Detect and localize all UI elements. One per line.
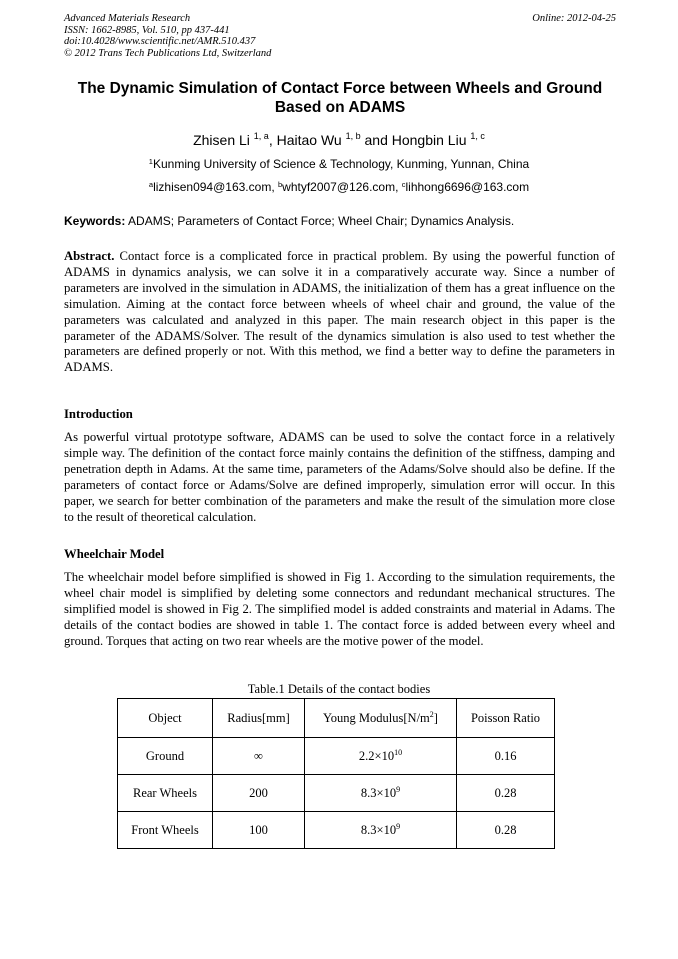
copyright-line: © 2012 Trans Tech Publications Ltd, Switzerland [64,47,272,59]
header-cell-poisson: Poisson Ratio [457,699,555,738]
modulus-exponent: 9 [396,784,401,794]
author-separator: and [360,132,392,148]
cell-radius: 200 [213,775,305,812]
header-cell-radius: Radius[mm] [213,699,305,738]
modulus-mantissa: 8.3×10 [360,822,397,837]
cell-object: Ground [118,738,213,775]
title-line-2: Based on ADAMS [274,99,406,116]
affiliation-text: Kunming University of Science & Technology, Kunming, Yunnan, China [152,157,530,171]
author-affiliation-mark: 1, a [253,131,269,141]
keywords [64,214,624,229]
author-name: Zhisen Li [193,132,250,148]
email-separator: , [395,180,402,194]
email-mark: c [401,180,406,189]
abstract-text: Contact force is a complicated force in practical problem. By using the powerful function of ADAMS in dynamics analysis, we can solve it in a comparatively accurate way. Since a number of parameters are involved in the simulation in ADAMS, the initialization of them has a great influence on the simulation. Aiming at the contact force between wheels of wheel chair and ground, the value of the parameters was calculated and analyzed in this paper. The main research object in this paper is the parameter of the ADAMS/Solver. The result of the dynamics simulation is also used to test whether the parameters are defined properly or not. With this method, we find a better way to define the parameters in ADAMS. [64,249,615,375]
cell-radius: 100 [213,812,305,849]
author-list [0,131,678,149]
modulus-header-text: Young Modulus[N/m [323,710,430,725]
email-mark: b [277,180,283,189]
modulus-exponent: 9 [396,821,401,831]
keywords-text: ADAMS; Parameters of Contact Force; Wheel Chair; Dynamics Analysis. [125,214,515,228]
introduction-paragraph: As powerful virtual prototype software, ADAMS can be used to solve the contact force in a relatively simple way. The definition of the contact force mainly contains the definition of the stiffness, damping and penetration depth in Adams. At the same time, parameters of the Adams/Solve should also be define. If the parameters of contact force or Adams/Solve are defined improperly, simulation error will occur. In this paper, we search for better combination of the parameters and make the result of the simulation more close to the result of theoretical calculation. [64,430,615,524]
email-mark: a [148,180,154,189]
table-row [118,738,555,775]
cell-poisson: 0.28 [457,775,555,812]
introduction-heading: Introduction [64,407,133,421]
abstract-label: Abstract. [64,249,115,263]
table-header-row [118,699,555,738]
abstract-paragraph [64,249,615,376]
modulus-mantissa: 2.2×10 [358,748,395,763]
author-name: Hongbin Liu [391,132,467,148]
wheelchair-paragraph: The wheelchair model before simplified is showed in Fig 1. According to the simulation requirements, the wheel chair model is simplified by deleting some connectors and redundant mechanical structures. The simplified model is showed in Fig 2. The simplified model is added constraints and material in Adams. The details of the contact bodies are showed in table 1. The contact force is added between every wheel and ground. Torques that acting on two rear wheels are the motive power of the model. [64,570,615,648]
cell-poisson: 0.28 [457,812,555,849]
wheelchair-heading: Wheelchair Model [64,547,165,561]
email-address: whtyf2007@126.com [282,180,396,194]
email-separator: , [271,180,278,194]
paper-title [60,79,620,117]
affiliation-mark: 1 [148,157,153,166]
table-row [118,775,555,812]
keywords-label: Keywords: [64,214,126,228]
cell-modulus [305,812,457,849]
modulus-header-bracket: ] [433,710,438,725]
cell-radius: ∞ [213,738,305,775]
header-cell-modulus [305,699,457,738]
cell-poisson: 0.16 [457,738,555,775]
contact-bodies-table [117,698,555,849]
cell-modulus [305,738,457,775]
email-address: lizhisen094@163.com [153,180,272,194]
cell-object: Rear Wheels [118,775,213,812]
cell-modulus [305,775,457,812]
cell-object: Front Wheels [118,812,213,849]
table-row [118,812,555,849]
author-affiliation-mark: 1, c [470,131,485,141]
email-address: lihhong6696@163.com [405,180,530,194]
modulus-mantissa: 8.3×10 [360,785,397,800]
author-separator: , [268,132,277,148]
issn-line: ISSN: 1662-8985, Vol. 510, pp 437-441 [64,24,230,36]
affiliation-line [0,157,678,172]
email-line [0,180,678,195]
header-cell-object: Object [118,699,213,738]
modulus-exponent: 10 [394,747,403,757]
modulus-header-exponent: 2 [429,709,434,719]
page-header [64,13,616,59]
online-date: Online: 2012-04-25 [532,13,616,24]
author-affiliation-mark: 1, b [345,131,361,141]
title-line-1: The Dynamic Simulation of Contact Force between Wheels and Ground [77,80,603,97]
author-name: Haitao Wu [276,132,342,148]
doi-line: doi:10.4028/www.scientific.net/AMR.510.437 [64,36,256,48]
journal-name: Advanced Materials Research [64,13,191,24]
table-caption: Table.1 Details of the contact bodies [247,682,431,696]
